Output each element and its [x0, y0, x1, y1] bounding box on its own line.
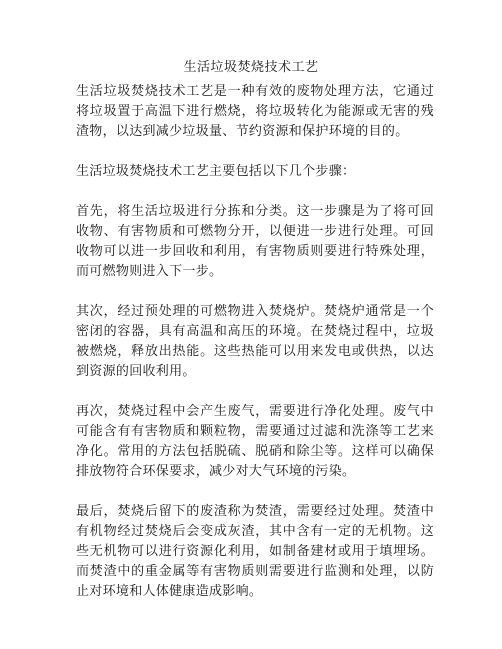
paragraph-steps-heading: 生活垃圾焚烧技术工艺主要包括以下几个步骤：: [76, 164, 356, 179]
document-title: 生活垃圾焚烧技术工艺: [183, 60, 319, 75]
paragraph-intro: 生活垃圾焚烧技术工艺是一种有效的废物处理方法，它通过将垃圾置于高温下进行燃烧，将垃圾转化为能源或无害的残渣物，以达到减少垃圾量、节约资源和保护环境的目的。: [76, 84, 434, 139]
paragraph-step-residue: 最后，焚烧后留下的废渣称为焚渣，需要经过处理。焚渣中有机物经过焚烧后会变成灰渣，其中含有一定的无机物。这些无机物可以进行资源化利用，如制备建材或用于填埋场。而焚渣中的重金属等有害物质则需要进行监测和处理，以防止对环境和人体健康造成影响。: [76, 504, 434, 599]
document-body: [76, 82, 434, 622]
paragraph-step-gas-treatment: 再次，焚烧过程中会产生废气，需要进行净化处理。废气中可能含有有害物质和颗粒物，需要通过过滤和洗涤等工艺来净化。常用的方法包括脱硫、脱硝和除尘等。这样可以确保排放物符合环保要求，减少对大气环境的污染。: [76, 404, 434, 479]
paragraph-step-sorting: 首先，将生活垃圾进行分拣和分类。这一步骤是为了将可回收物、有害物质和可燃物分开，以便进一步进行处理。可回收物可以进一步回收和利用，有害物质则要进行特殊处理，而可燃物则进入下一步。: [76, 204, 434, 279]
paragraph-step-incineration: 其次，经过预处理的可燃物进入焚烧炉。焚烧炉通常是一个密闭的容器，具有高温和高压的环境。在焚烧过程中，垃圾被燃烧，释放出热能。这些热能可以用来发电或供热，以达到资源的回收利用。: [76, 304, 434, 379]
